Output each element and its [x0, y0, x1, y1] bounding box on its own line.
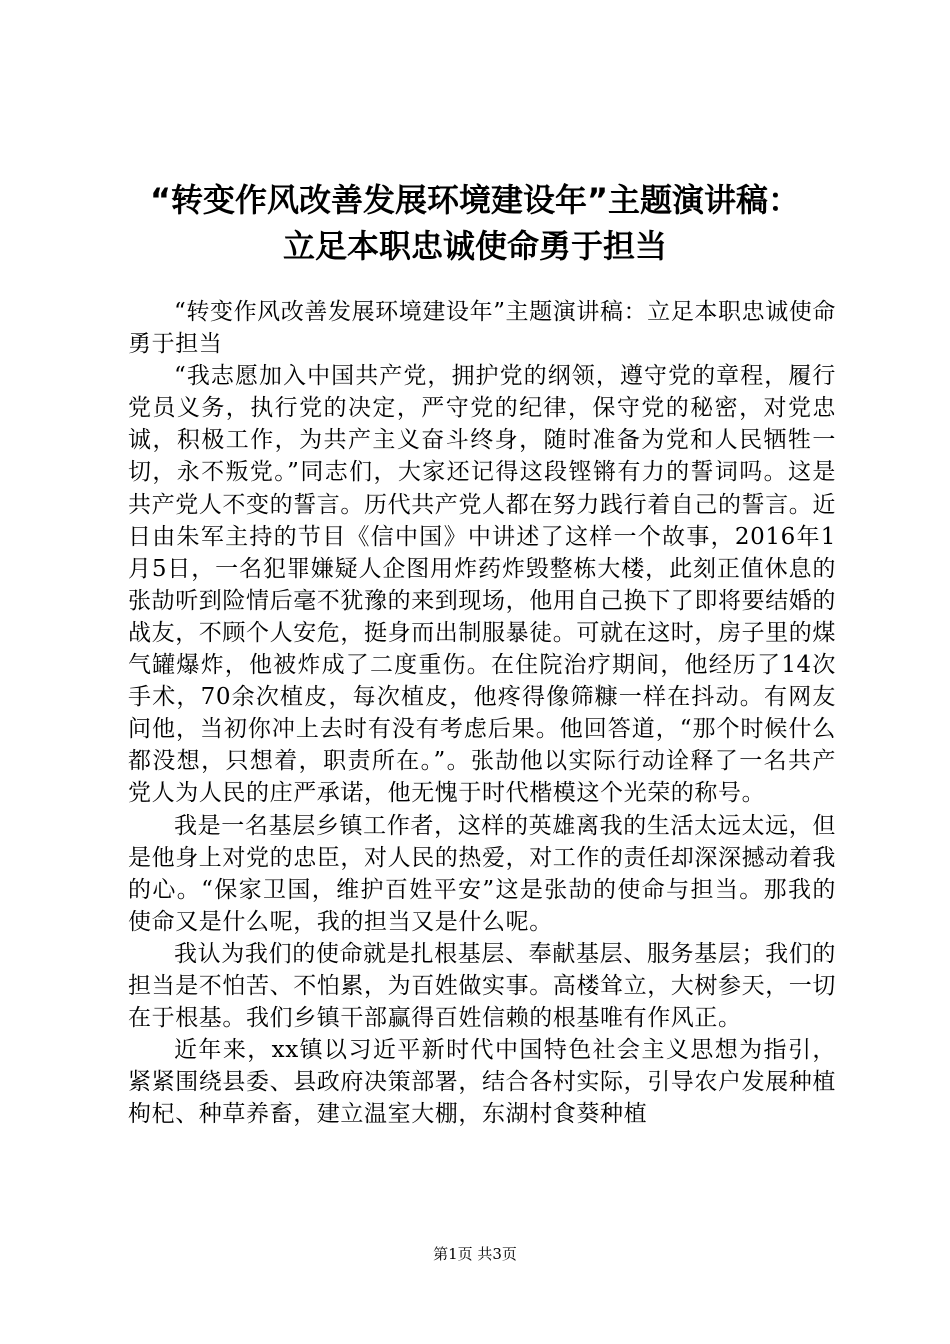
paragraph: 我认为我们的使命就是扎根基层、奉献基层、服务基层；我们的担当是不怕苦、不怕累，为百姓做实事。高楼耸立，大树参天，一切在于根基。我们乡镇干部赢得百姓信赖的根基唯有作风正。 [128, 940, 836, 1032]
document-body [128, 296, 836, 1130]
document-title-line-1: “转变作风改善发展环境建设年”主题演讲稿： [149, 181, 801, 219]
paragraph: “转变作风改善发展环境建设年”主题演讲稿：立足本职忠诚使命勇于担当 [128, 299, 836, 358]
paragraph: 近年来，xx镇以习近平新时代中国特色社会主义思想为指引，紧紧围绕县委、县政府决策部署，结合各村实际，引导农户发展种植枸杞、种草养畜，建立温室大棚，东湖村食葵种植 [128, 1037, 836, 1128]
paragraph: “我志愿加入中国共产党，拥护党的纲领，遵守党的章程，履行党员义务，执行党的决定，严守党的纪律，保守党的秘密，对党忠诚，积极工作，为共产主义奋斗终身，随时准备为党和人民牺牲一切，永不叛党。”同志们，大家还记得这段铿锵有力的誓词吗。这是共产党人不变的誓言。历代共产党人都在努力践行着自己的誓言。近日由朱军主持的节目《信中国》中讲述了这样一个故事，2016年1月5日，一名犯罪嫌疑人企图用炸药炸毁整栋大楼，此刻正值休息的张劼听到险情后毫不犹豫的来到现场，他用自己换下了即将要结婚的战友，不顾个人安危，挺身而出制服暴徒。可就在这时，房子里的煤气罐爆炸，他被炸成了二度重伤。在住院治疗期间，他经历了14次手术，70余次植皮，每次植皮，他疼得像筛糠一样在抖动。有网友问他，当初你冲上去时有没有考虑后果。他回答道，“那个时候什么都没想，只想着，职责所在。”。张劼他以实际行动诠释了一名共产党人为人民的庄严承诺，他无愧于时代楷模这个光荣的称号。 [128, 363, 836, 807]
paragraph: 我是一名基层乡镇工作者，这样的英雄离我的生活太远太远，但是他身上对党的忠臣，对人民的热爱，对工作的责任却深深撼动着我的心。“保家卫国，维护百姓平安”这是张劼的使命与担当。那我的使命又是什么呢，我的担当又是什么呢。 [128, 812, 836, 935]
document-title-line-2: 立足本职忠诚使命勇于担当 [282, 227, 667, 265]
page-footer: 第1页 共3页 [433, 1245, 517, 1263]
